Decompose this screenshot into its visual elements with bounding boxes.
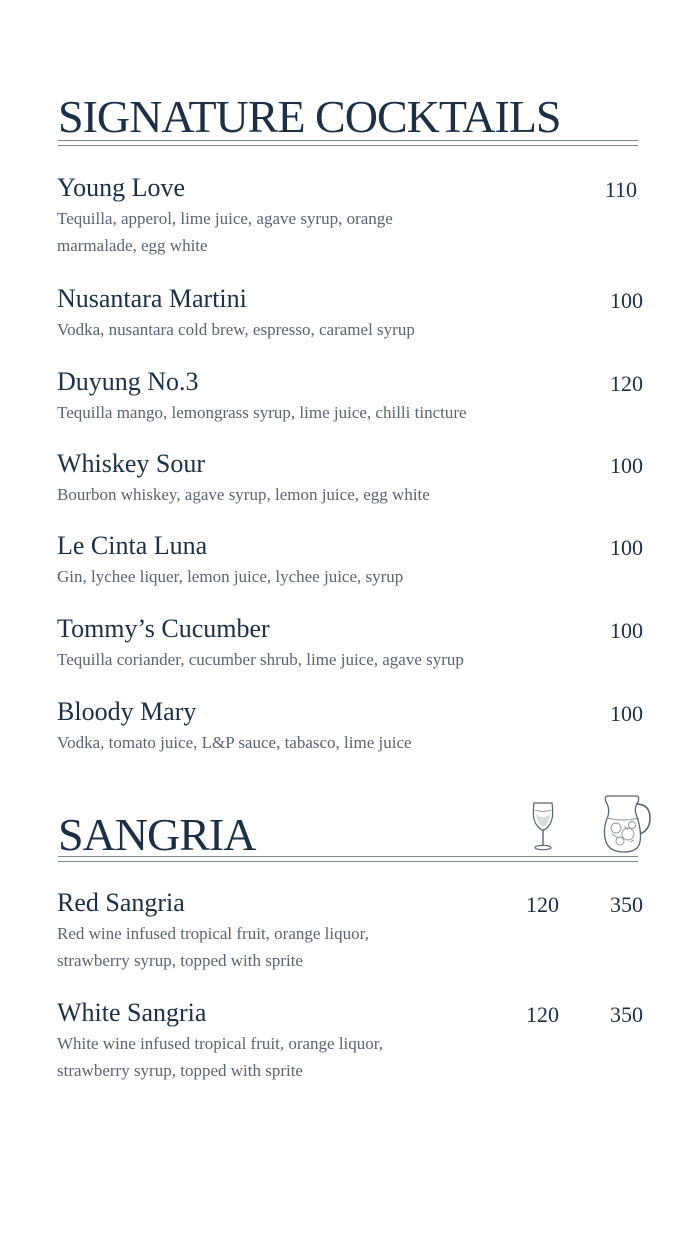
wine-glass-icon	[528, 800, 558, 852]
section-divider	[58, 140, 638, 146]
menu-item-whiskey-sour	[57, 449, 647, 508]
section-title-signature-cocktails: SIGNATURE COCKTAILS	[58, 91, 561, 142]
item-name: Tommy’s Cucumber	[57, 614, 270, 643]
item-price-pitcher: 350	[610, 1002, 643, 1027]
item-name: Whiskey Sour	[57, 449, 206, 478]
item-price: 100	[610, 701, 643, 726]
item-name: Le Cinta Luna	[57, 531, 208, 560]
menu-item-white-sangria	[57, 998, 647, 1084]
menu-item-bloody-mary	[57, 697, 647, 756]
item-name: Bloody Mary	[57, 697, 197, 726]
item-price: 100	[610, 618, 643, 643]
section-divider	[58, 856, 638, 862]
item-description: Vodka, tomato juice, L&P sauce, tabasco, lime juice	[57, 733, 412, 752]
item-price-glass: 120	[526, 892, 559, 917]
item-price: 100	[610, 288, 643, 313]
menu-item-nusantara-martini	[57, 284, 647, 343]
item-description: White wine infused tropical fruit, orange liquor, strawberry syrup, topped with sprite	[57, 1034, 383, 1080]
menu-item-young-love	[57, 173, 647, 259]
item-price-glass: 120	[526, 1002, 559, 1027]
item-name: Duyung No.3	[57, 367, 199, 396]
menu-item-le-cinta-luna	[57, 531, 647, 590]
item-name: Young Love	[57, 173, 186, 202]
section-title-sangria: SANGRIA	[58, 809, 256, 860]
item-name: White Sangria	[57, 998, 207, 1027]
item-description: Tequilla coriander, cucumber shrub, lime juice, agave syrup	[57, 650, 464, 669]
item-price-pitcher: 350	[610, 892, 643, 917]
pitcher-icon	[598, 790, 656, 856]
item-description: Tequilla mango, lemongrass syrup, lime juice, chilli tincture	[57, 403, 467, 422]
item-price: 100	[610, 453, 643, 478]
item-description: Bourbon whiskey, agave syrup, lemon juice, egg white	[57, 485, 430, 504]
item-price: 120	[610, 371, 643, 396]
menu-item-tommys-cucumber	[57, 614, 647, 673]
item-price: 100	[610, 535, 643, 560]
item-name: Nusantara Martini	[57, 284, 247, 313]
item-price: 110	[604, 177, 637, 202]
menu-item-red-sangria	[57, 888, 647, 974]
item-description: Red wine infused tropical fruit, orange liquor, strawberry syrup, topped with sprite	[57, 924, 369, 970]
menu-item-duyung-no3	[57, 367, 647, 426]
item-description: Vodka, nusantara cold brew, espresso, caramel syrup	[57, 320, 415, 339]
item-description: Tequilla, apperol, lime juice, agave syrup, orange marmalade, egg white	[57, 209, 393, 255]
item-name: Red Sangria	[57, 888, 185, 917]
item-description: Gin, lychee liquer, lemon juice, lychee juice, syrup	[57, 567, 404, 586]
